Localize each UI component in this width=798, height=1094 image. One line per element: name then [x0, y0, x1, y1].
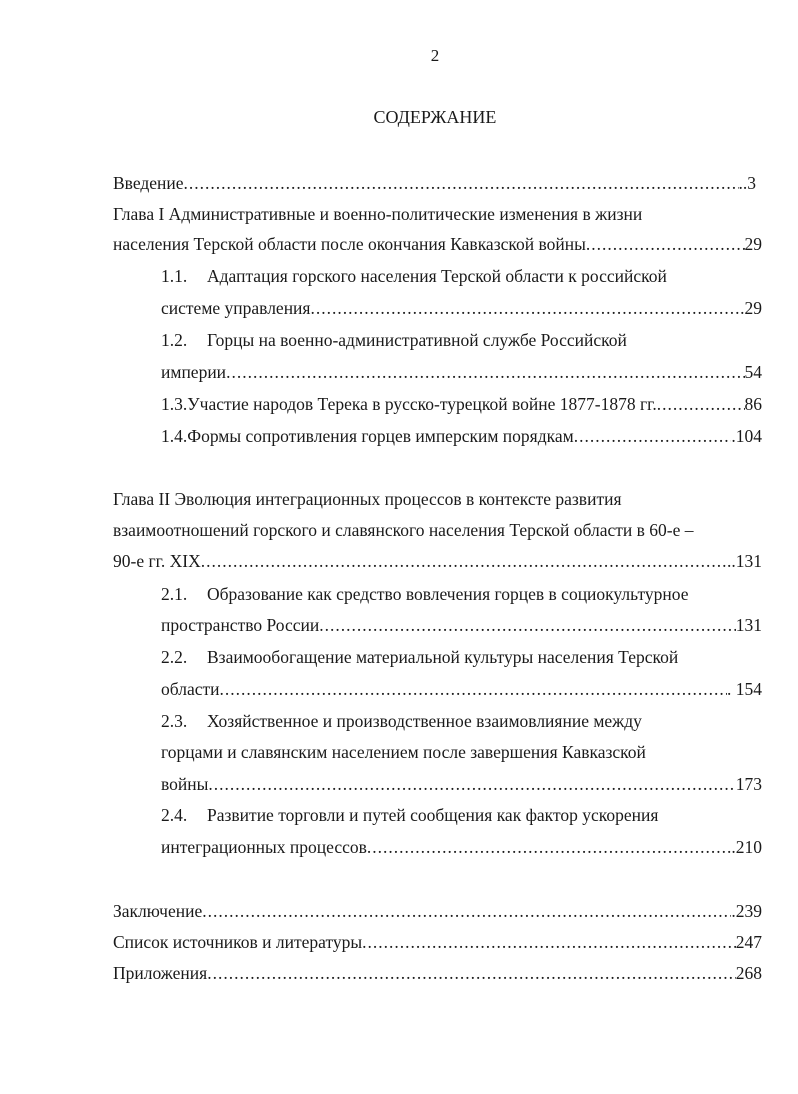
toc-page: .210: [731, 837, 762, 857]
toc-section-2-2-line1: [161, 646, 678, 668]
section-title: Взаимообогащение материальной культуры населения Терской: [207, 647, 679, 667]
toc-page: 86: [744, 394, 762, 414]
toc-chapter2-line2: взаимоотношений горского и славянского населения Терской области в 60-е –: [113, 520, 694, 540]
toc-section-2-1-line1: [161, 583, 688, 605]
dot-leader: [586, 233, 745, 255]
toc-label: войны: [161, 774, 209, 794]
toc-label: 90-е гг. XIX: [113, 551, 201, 571]
toc-section-1-2-line1: [161, 329, 627, 351]
toc-page: .104: [731, 426, 762, 446]
section-number: 1.3.: [161, 394, 188, 414]
dot-leader: [319, 614, 736, 636]
toc-entry-2-4: [161, 836, 762, 858]
toc-entry-2-1: [161, 614, 762, 636]
section-title: Образование как средство вовлечения горцев в социокультурное: [207, 584, 689, 604]
toc-label: населения Терской области после окончания Кавказской войны: [113, 234, 586, 254]
toc-page: . 154: [727, 679, 762, 699]
toc-entry-chapter2: [113, 550, 762, 572]
toc-label: Введение: [113, 173, 184, 193]
toc-entry-introduction: [113, 172, 756, 194]
toc-page: 268: [735, 963, 762, 983]
dot-leader: [367, 836, 731, 858]
toc-label: Участие народов Терека в русско-турецкой войне 1877-1878 гг.: [187, 394, 657, 414]
toc-entry-1-4: [161, 425, 762, 447]
section-number: 2.1.: [161, 584, 188, 604]
dot-leader: [207, 962, 736, 984]
toc-label: империи: [161, 362, 227, 382]
toc-entry-2-3: [161, 773, 762, 795]
toc-entry-chapter1: [113, 233, 762, 255]
toc-label: Заключение: [113, 901, 203, 921]
section-number: 1.1.: [161, 266, 188, 286]
toc-label: пространство России: [161, 615, 320, 635]
dot-leader: [201, 550, 727, 572]
section-title: Адаптация горского населения Терской области к российской: [207, 266, 667, 286]
toc-section-1-1-line1: [161, 265, 667, 287]
dot-leader: [362, 931, 736, 953]
section-number: 2.3.: [161, 711, 188, 731]
toc-entry-appendices: [113, 962, 762, 984]
dot-leader: [226, 361, 744, 383]
dot-leader: [202, 900, 731, 922]
toc-page: ..131: [727, 551, 762, 571]
dot-leader: [208, 773, 735, 795]
toc-label: системе управления: [161, 298, 311, 318]
dot-leader: [310, 297, 740, 319]
toc-section-2-3-line2: горцами и славянским населением после завершения Кавказской: [161, 742, 646, 762]
section-number: 1.2.: [161, 330, 188, 350]
toc-chapter1-line1: Глава I Административные и военно-политические изменения в жизни: [113, 204, 643, 224]
toc-label: области: [161, 679, 220, 699]
toc-page: .239: [731, 901, 762, 921]
toc-entry-1-2: [161, 361, 762, 383]
toc-entry-sources: [113, 931, 762, 953]
dot-leader: [657, 393, 745, 415]
section-title: Горцы на военно-административной службе Российской: [207, 330, 627, 350]
toc-label: интеграционных процессов: [161, 837, 367, 857]
toc-page: 131: [735, 615, 762, 635]
toc-label: Приложения: [113, 963, 208, 983]
dot-leader: [184, 172, 739, 194]
dot-leader: [220, 678, 728, 700]
page-number: 2: [430, 46, 440, 65]
toc-section-2-4-line1: [161, 804, 658, 826]
section-number: 1.4.: [161, 426, 188, 446]
toc-label: Формы сопротивления горцев имперским порядкам: [187, 426, 574, 446]
toc-entry-1-3: [161, 393, 762, 415]
toc-page: ..3: [738, 173, 756, 193]
toc-entry-2-2: [161, 678, 762, 700]
toc-entry-conclusion: [113, 900, 762, 922]
section-number: 2.4.: [161, 805, 188, 825]
toc-section-2-3-line1: [161, 710, 642, 732]
toc-page: 247: [735, 932, 762, 952]
toc-label: Список источников и литературы: [113, 932, 363, 952]
toc-entry-1-1: [161, 297, 762, 319]
toc-page: 29: [744, 234, 762, 254]
toc-page: 173: [735, 774, 762, 794]
dot-leader: [574, 425, 732, 447]
toc-chapter2-line1: Глава II Эволюция интеграционных процессов в контексте развития: [113, 489, 622, 509]
section-title: Развитие торговли и путей сообщения как фактор ускорения: [207, 805, 659, 825]
section-title: Хозяйственное и производственное взаимовлияние между: [207, 711, 642, 731]
toc-page: .29: [740, 298, 762, 318]
section-number: 2.2.: [161, 647, 188, 667]
page-title: СОДЕРЖАНИЕ: [373, 107, 497, 127]
toc-page: 54: [744, 362, 762, 382]
